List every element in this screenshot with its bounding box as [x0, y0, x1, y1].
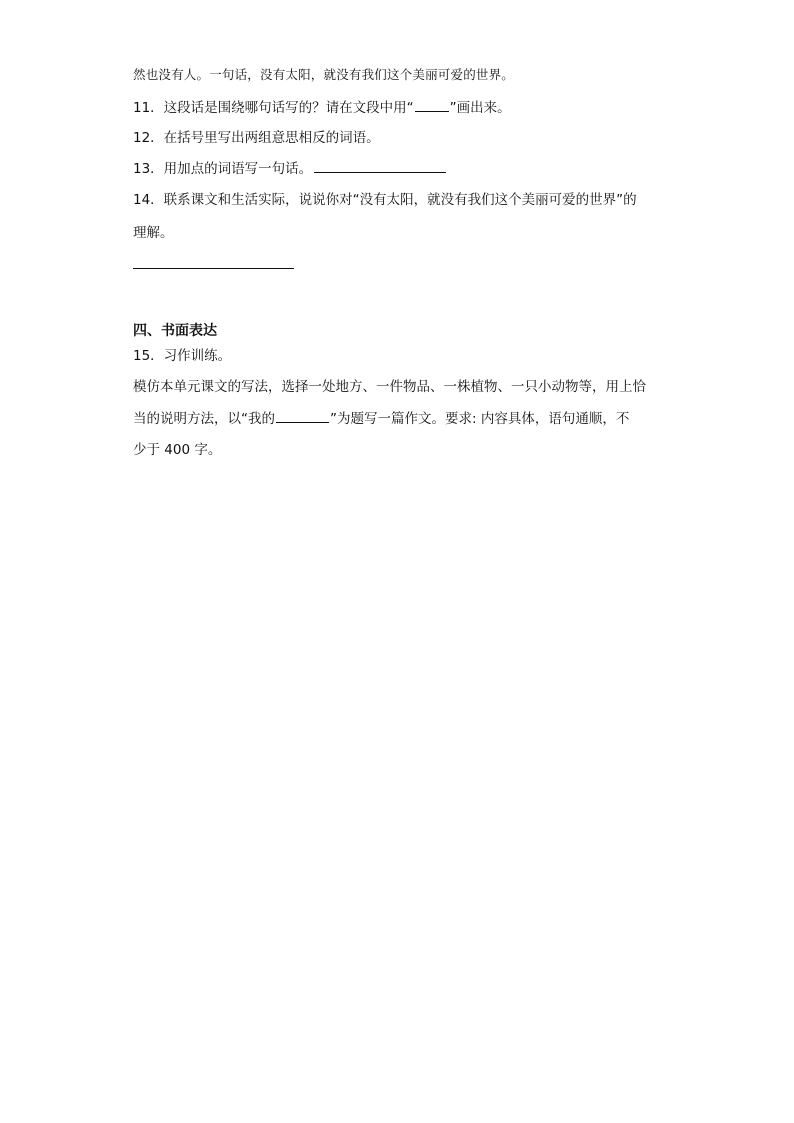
question-11-text-after: ”画出来。 — [449, 100, 511, 116]
question-14-line-2: 理解。 — [133, 225, 174, 241]
question-11 — [133, 99, 511, 117]
writing-task-line-3: 少于 400 字。 — [133, 442, 222, 458]
passage-text: 然也没有人。一句话，没有太阳，就没有我们这个美丽可爱的世界。 — [133, 67, 515, 82]
essay-title-blank[interactable] — [276, 410, 329, 423]
question-11-text-before: 11．这段话是围绕哪句话写的？请在文段中用“ — [133, 100, 414, 116]
question-13-answer-blank[interactable] — [314, 160, 446, 173]
question-15: 15．习作训练。 — [133, 348, 232, 364]
question-12: 12．在括号里写出两组意思相反的词语。 — [133, 130, 380, 146]
writing-task-text-before: 当的说明方法，以“我的 — [133, 411, 275, 427]
question-11-blank[interactable] — [415, 99, 449, 112]
writing-task-line-2 — [133, 410, 629, 428]
writing-task-line-1: 模仿本单元课文的写法，选择一处地方、一件物品、一株植物、一只小动物等，用上恰 — [133, 379, 646, 395]
writing-task-text-after: ”为题写一篇作文。要求: 内容具体，语句通顺，不 — [330, 411, 630, 427]
question-14-line-1: 14．联系课文和生活实际，说说你对“没有太阳，就没有我们这个美丽可爱的世界”的 — [133, 192, 637, 208]
section-4-title: 四、书面表达 — [133, 323, 217, 339]
question-13-text: 13．用加点的词语写一句话。 — [133, 161, 313, 177]
question-13 — [133, 160, 446, 178]
question-14-answer-line[interactable] — [133, 268, 294, 269]
